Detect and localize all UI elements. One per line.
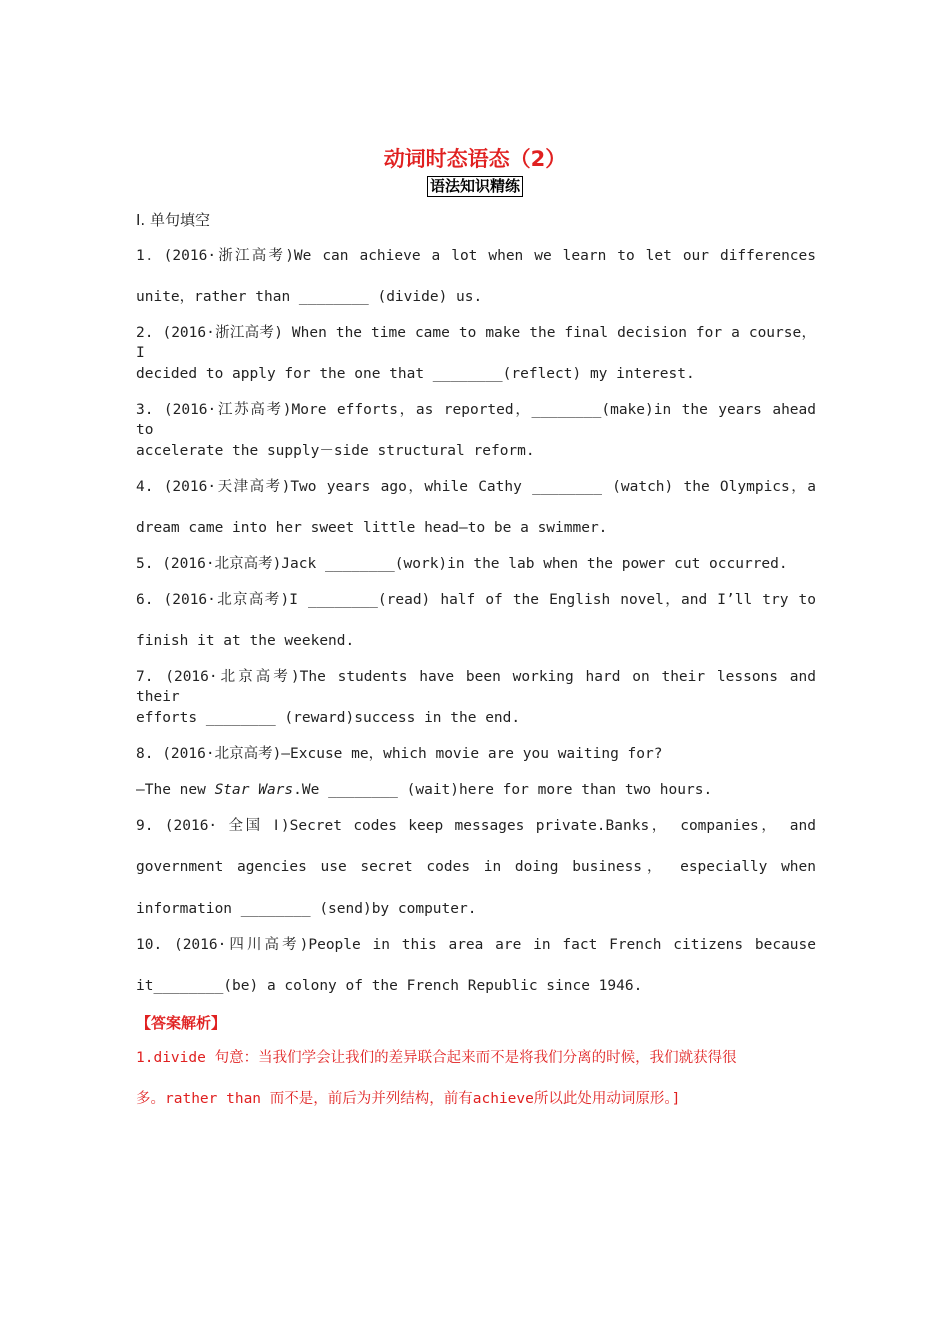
question-1-line-2: unite，rather than ________ (divide) us. <box>136 289 483 305</box>
question-3-line-2: accelerate the supply－side structural reform. <box>136 443 535 459</box>
question-10-line-1: 10. (2016·四川高考)People in this area are in fact French citizens because <box>136 937 816 953</box>
question-3-line-1: 3. (2016·江苏高考)More efforts，as reported，________(make)in the years ahead to <box>136 402 816 438</box>
question-9-line-1: 9. (2016· 全国 Ⅰ)Secret codes keep messages private.Banks， companies， and <box>136 818 816 834</box>
question-8-line-2-end: .We ________ (wait)here for more than two hours. <box>293 782 713 798</box>
question-5-line-1: 5. (2016·北京高考)Jack ________(work)in the lab when the power cut occurred. <box>136 556 788 572</box>
page-title: 动词时态语态（2） <box>383 147 567 171</box>
question-2-line-2: decided to apply for the one that ________(reflect) my interest. <box>136 366 695 382</box>
answer-header: 【答案解析】 <box>136 1014 227 1032</box>
question-4-line-1: 4. (2016·天津高考)Two years ago，while Cathy ________ (watch) the Olympics，a <box>136 479 816 495</box>
question-6-line-1: 6. (2016·北京高考)I ________(read) half of the English novel，and I’ll try to <box>136 592 816 608</box>
question-9-line-2: government agencies use secret codes in doing business， especially when <box>136 859 816 875</box>
answer-1-line-2: 多。rather than 而不是，前后为并列结构，前有achieve所以此处用动词原形。] <box>136 1091 681 1107</box>
section-heading: Ⅰ. 单句填空 <box>136 211 210 229</box>
question-7-line-2: efforts ________ (reward)success in the end. <box>136 710 521 726</box>
question-6-line-2: finish it at the weekend. <box>136 633 355 649</box>
question-1-line-1: 1．(2016·浙江高考)We can achieve a lot when we learn to let our differences <box>136 248 816 264</box>
question-4-line-2: dream came into her sweet little head—to be a swimmer. <box>136 520 608 536</box>
question-8-line-2-start: —The new <box>136 782 215 798</box>
movie-title: Star Wars <box>214 782 294 798</box>
question-10-line-2: it________(be) a colony of the French Republic since 1946. <box>136 978 643 994</box>
subtitle-wrap <box>0 176 950 197</box>
question-9-line-3: information ________ (send)by computer. <box>136 901 477 917</box>
question-2-line-1: 2. (2016·浙江高考) When the time came to make the final decision for a course，I <box>136 325 816 361</box>
answer-1-line-1: 1.divide 句意：当我们学会让我们的差异联合起来而不是将我们分离的时候，我们就获得很 <box>136 1050 737 1066</box>
question-8-line-2 <box>136 780 816 800</box>
page-subtitle: 语法知识精练 <box>427 176 523 197</box>
question-8-line-1: 8. (2016·北京高考)—Excuse me，which movie are you waiting for? <box>136 746 663 762</box>
question-7-line-1: 7. (2016·北京高考)The students have been working hard on their lessons and their <box>136 669 816 705</box>
